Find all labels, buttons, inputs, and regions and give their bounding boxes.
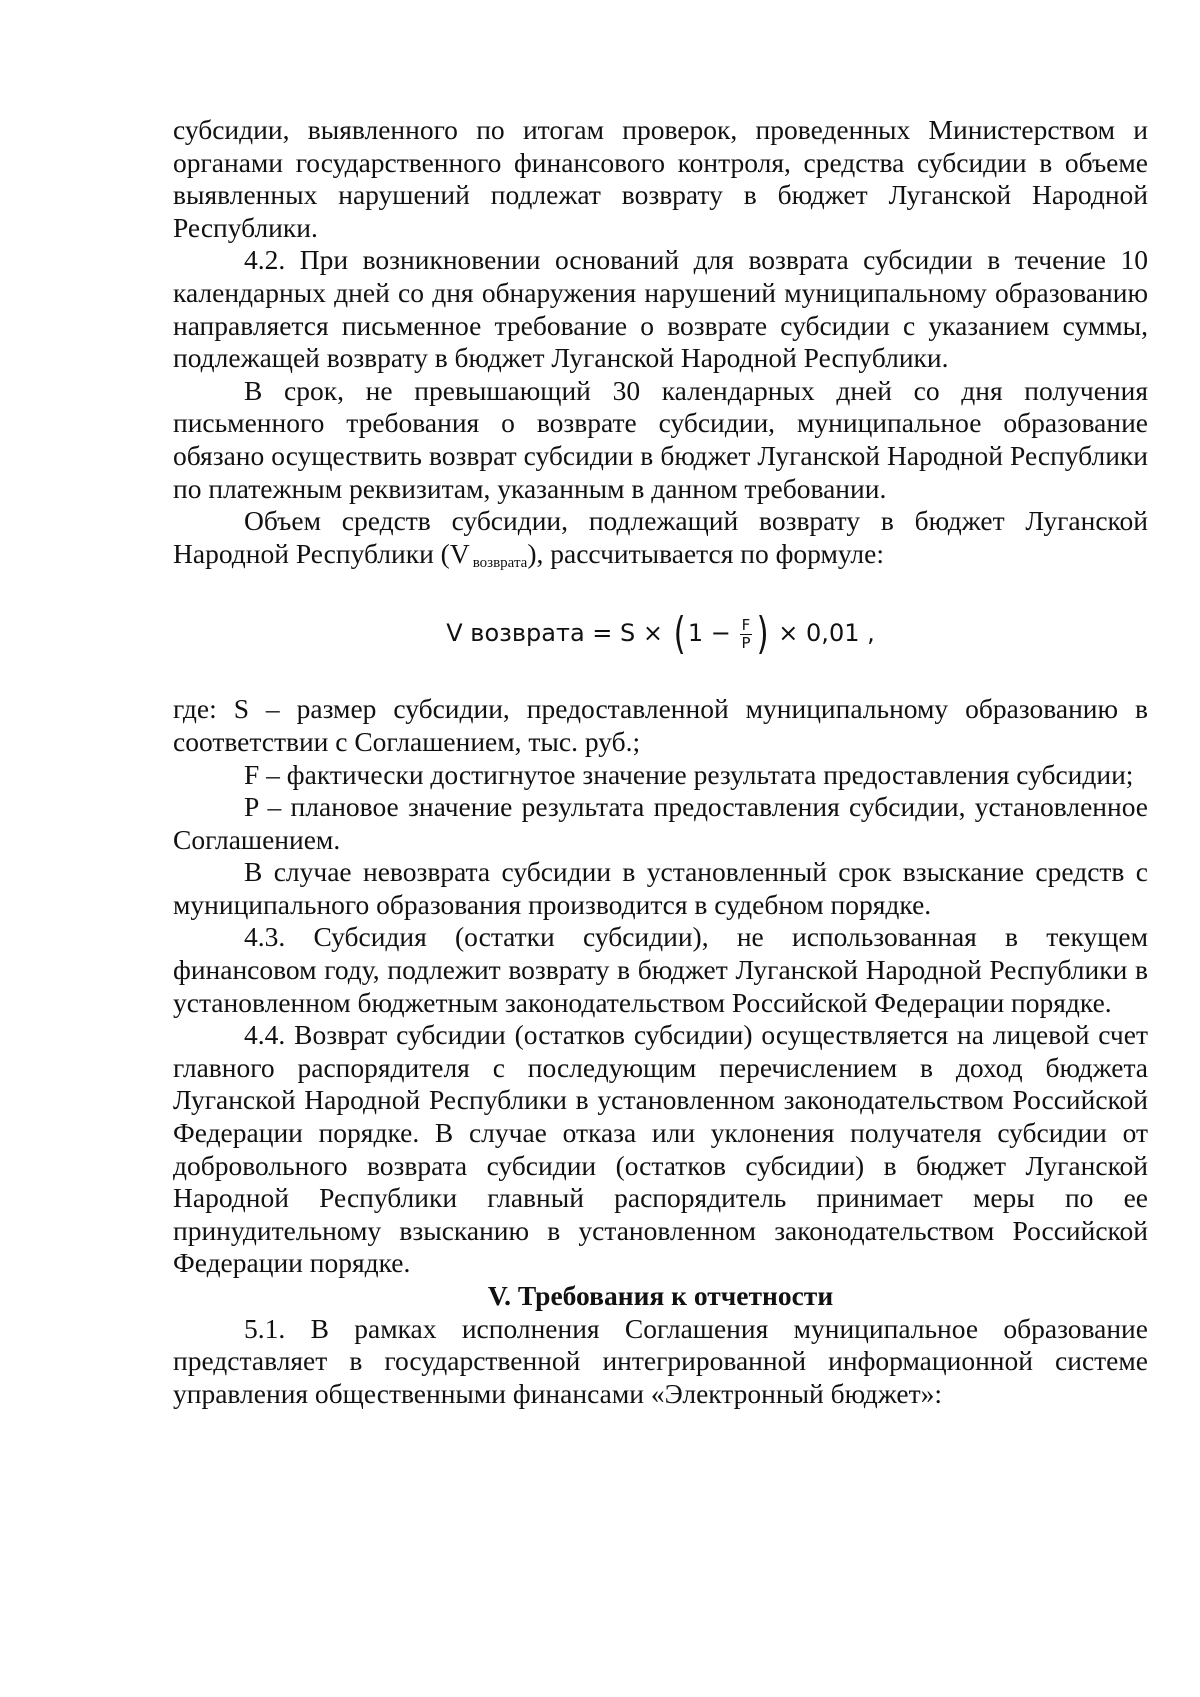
paragraph-4-2: 4.2. При возникновении оснований для возврата субсидии в течение 10 календарных дней со дня обнаружения нарушений муниципальному образованию направляется письменное требование о возврате субсидии с указанием суммы, подлежащей возврату в бюджет Луганской Народной Республики. bbox=[173, 244, 1148, 374]
paragraph-continuation: субсидии, выявленного по итогам проверок, проведенных Министерством и органами государственного финансового контроля, средства субсидии в объеме выявленных нарушений подлежат возврату в бюджет Луганской Народной Республики. bbox=[173, 114, 1148, 243]
section-heading: V. Требования к отчетности bbox=[487, 1280, 834, 1311]
paragraph-4-4: 4.4. Возврат субсидии (остатков субсидии) осуществляется на лицевой счет главного распорядителя с последующим перечислением в доход бюджета Луганской Народной Республики в установленном законодательством Российской Федерации порядке. В случае отказа или уклонения получателя субсидии от добровольного возврата субсидии (остатков субсидии) в бюджет Луганской Народной Республики главный распорядитель принимает меры по ее принудительному взысканию в установленном законодательством Российской Федерации порядке. bbox=[173, 1019, 1148, 1279]
formula-intro-subscript: возврата bbox=[472, 554, 528, 571]
paragraph-definition-f: F – фактически достигнутое значение результата предоставления субсидии; bbox=[244, 758, 1134, 790]
formula-numerator: F bbox=[741, 615, 751, 634]
formula-rhs: × 0,01 , bbox=[770, 619, 875, 648]
paragraph-5-1: 5.1. В рамках исполнения Соглашения муниципальное образование представляет в государственной интегрированной информационной системе управления общественными финансами «Электронный бюджет»: bbox=[173, 1312, 1148, 1409]
paragraph-return-deadline: В срок, не превышающий 30 календарных дней со дня получения письменного требования о возврате субсидии, муниципальное образование обязано осуществить возврат субсидии в бюджет Луганской Народной Республики по платежным реквизитам, указанным в данном требовании. bbox=[173, 374, 1148, 504]
formula-intro-tail: ), рассчитывается по формуле: bbox=[527, 537, 884, 569]
formula-denominator: P bbox=[741, 633, 751, 652]
formula-fraction bbox=[740, 617, 751, 652]
paragraph-formula-intro bbox=[173, 505, 1148, 575]
return-formula bbox=[173, 601, 1148, 665]
paragraph-definition-p: P – плановое значение результата предоставления субсидии, установленное Соглашением. bbox=[173, 791, 1148, 855]
formula-lhs: V возврата = S × bbox=[446, 619, 671, 648]
paragraph-4-3: 4.3. Субсидия (остатки субсидии), не использованная в текущем финансовом году, подлежит возврату в бюджет Луганской Народной Республики в установленном бюджетным законодательством Российской Федерации порядке. bbox=[173, 921, 1148, 1018]
formula-close-paren: ) bbox=[756, 608, 769, 660]
paragraph-non-return: В случае невозврата субсидии в установленный срок взыскание средств с муниципального образования производится в судебном порядке. bbox=[173, 856, 1148, 920]
document-body bbox=[173, 114, 1148, 1410]
formula-one-minus: 1 − bbox=[687, 619, 739, 648]
formula-intro-text: Объем средств субсидии, подлежащий возврату в бюджет Луганской Народной Республики (V bbox=[173, 505, 1148, 569]
paragraph-definition-s: где: S – размер субсидии, предоставленной муниципальному образованию в соответствии с Соглашением, тыс. руб.; bbox=[173, 693, 1148, 757]
formula-open-paren: ( bbox=[673, 608, 686, 660]
